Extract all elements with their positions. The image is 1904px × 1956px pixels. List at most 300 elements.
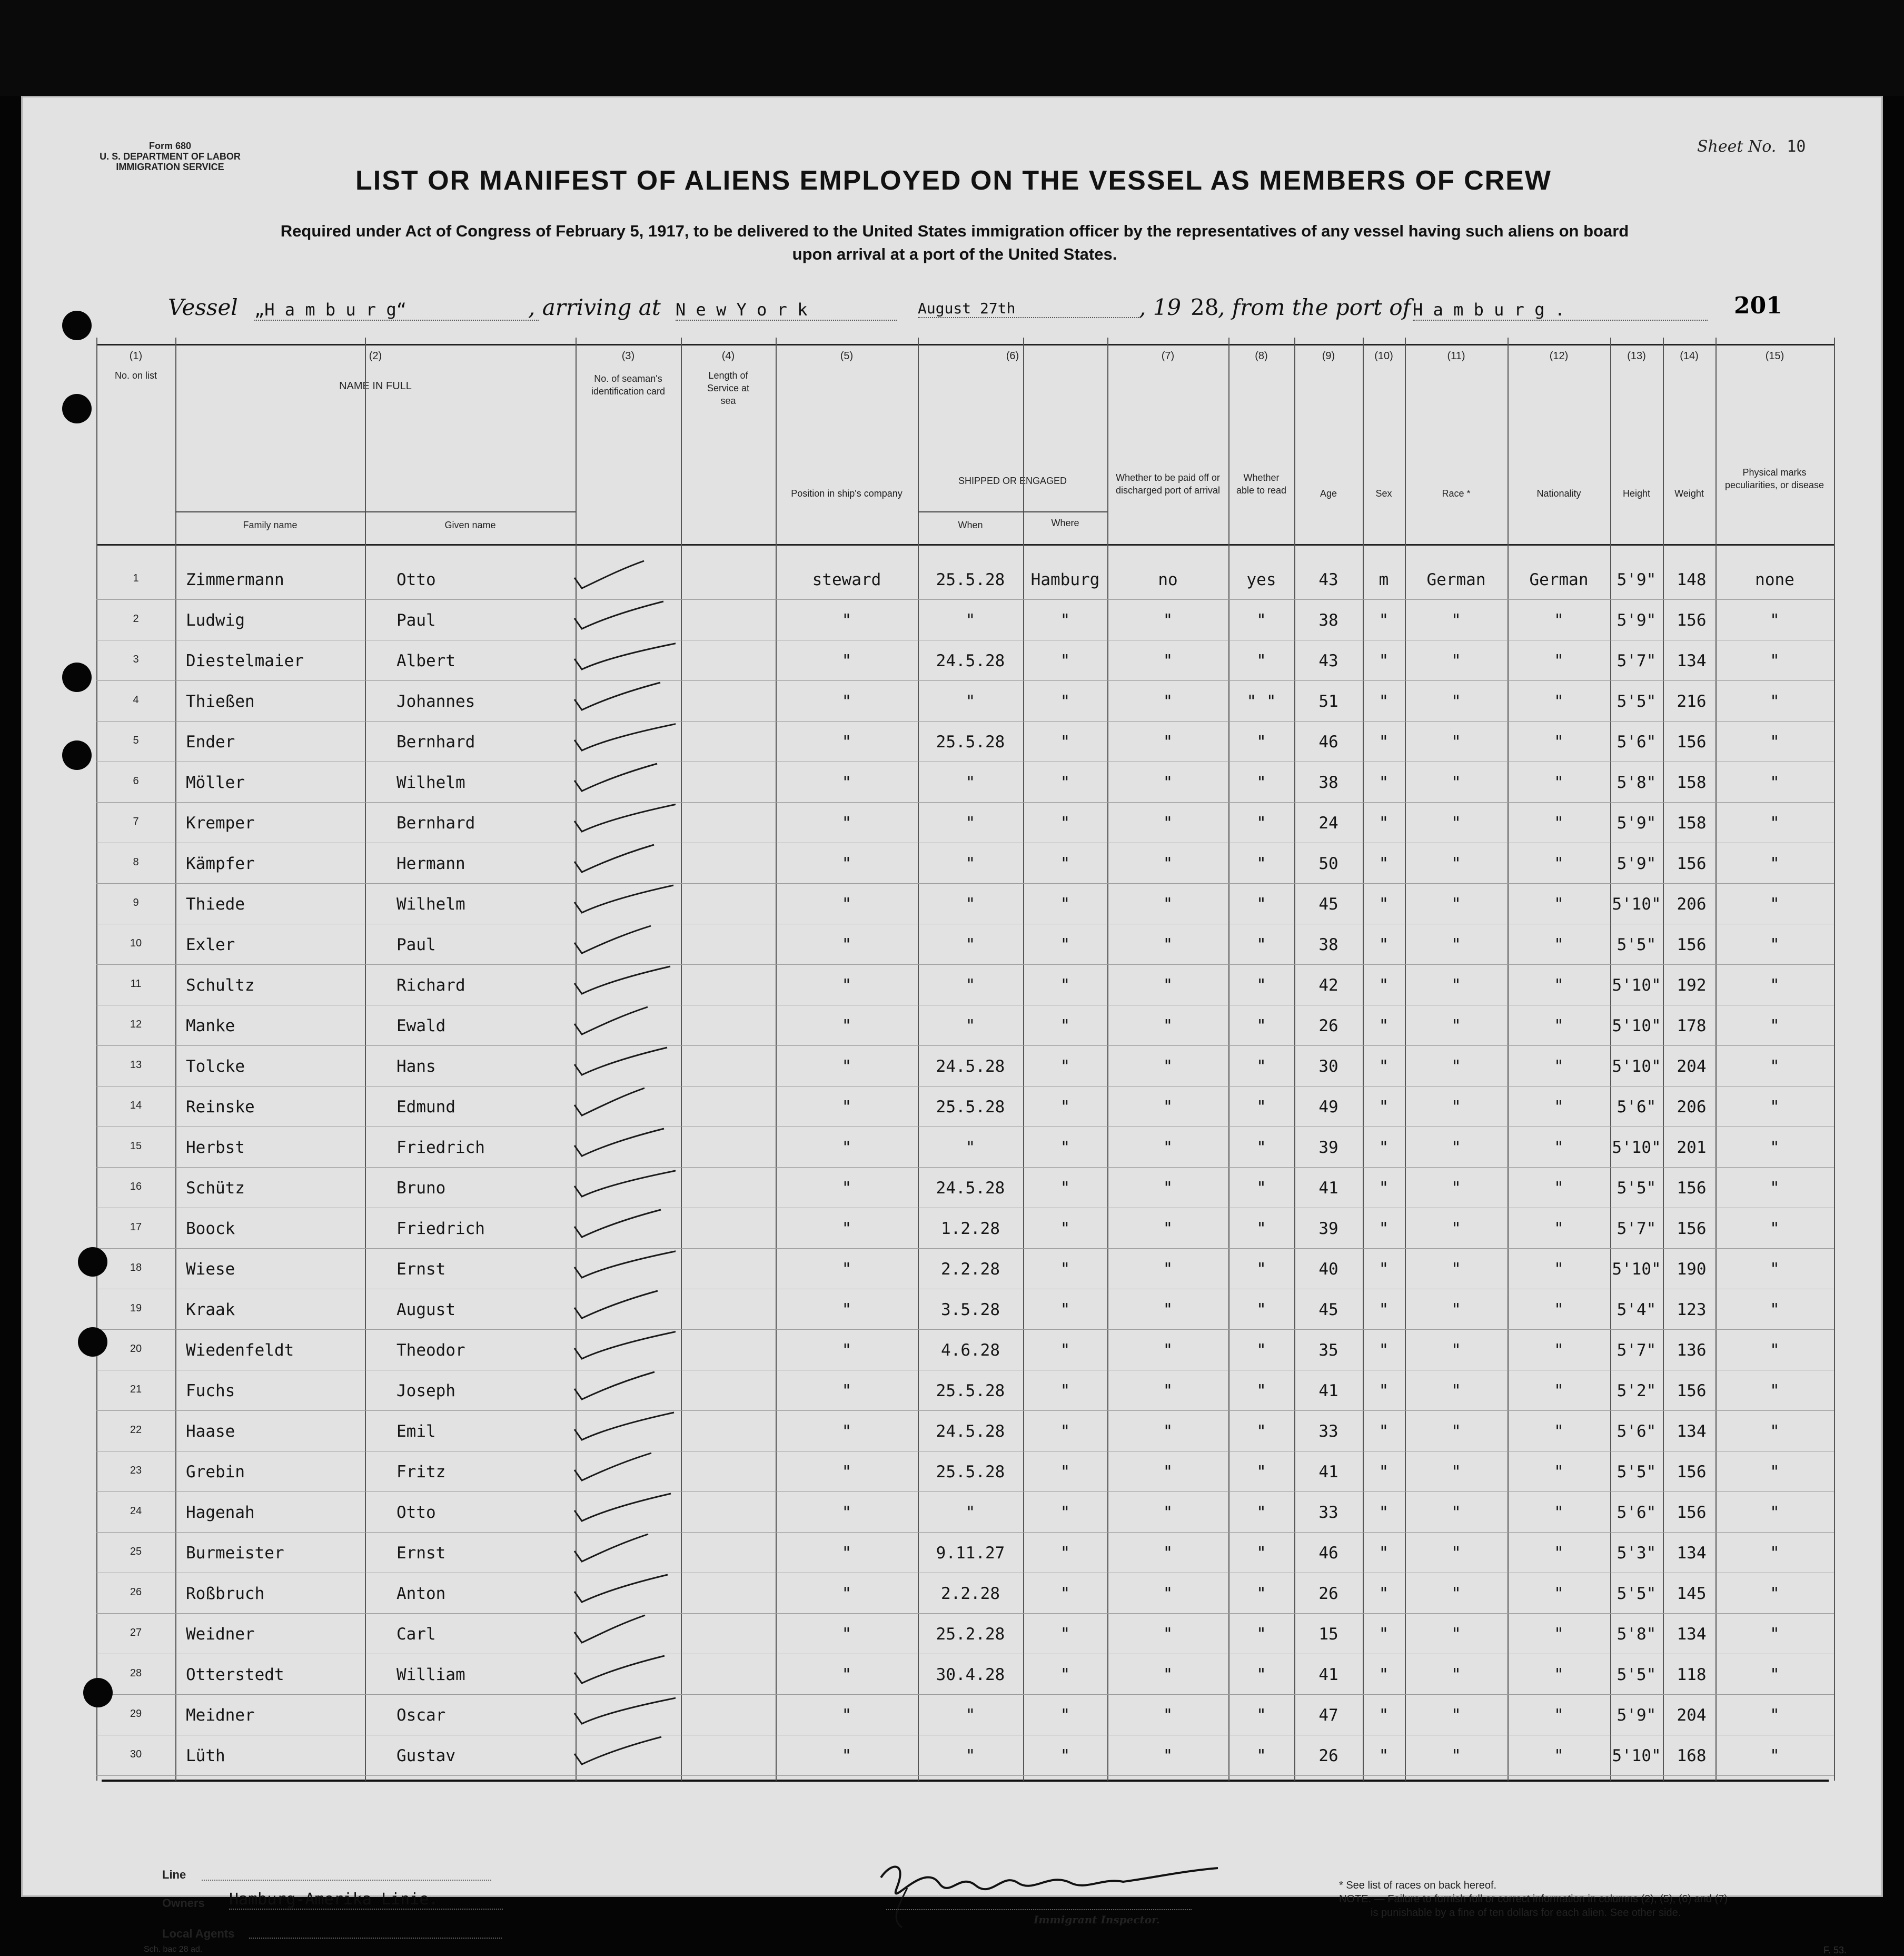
cell-paid: " [1163,1665,1173,1684]
cell-marks: " [1770,1503,1780,1522]
subheader-rule [918,511,1107,512]
cell-race: " [1451,1746,1461,1765]
cell-given: Richard [396,976,465,995]
row-number: 22 [130,1424,142,1436]
cell-nationality: " [1554,1138,1564,1157]
cell-race: " [1451,1584,1461,1603]
cell-where: " [1060,1665,1070,1684]
col-14-header: Weight [1674,488,1704,499]
cell-family: Kremper [186,814,255,833]
cell-family: Burmeister [186,1544,284,1563]
cell-sex: " [1379,1625,1389,1644]
cell-sex: " [1379,814,1389,833]
cell-sex: " [1379,692,1389,711]
cell-family: Diestelmaier [186,651,304,670]
cell-sex: " [1379,1422,1389,1441]
cell-height: 5'5" [1617,1179,1657,1198]
check-mark-icon [570,842,676,878]
cell-family: Exler [186,935,235,954]
cell-marks: " [1770,1016,1780,1035]
check-mark-icon [570,760,676,797]
cell-nationality: " [1554,1016,1564,1035]
manifest-title: LIST OR MANIFEST OF ALIENS EMPLOYED ON THE VESSEL AS MEMBERS OF CREW [355,165,1552,196]
check-mark-icon [570,1450,676,1487]
cell-read: " [1256,1138,1266,1157]
cell-race: German [1426,570,1486,589]
cell-given: Bruno [396,1179,446,1198]
cell-nationality: " [1554,1341,1564,1360]
vessel-name: „H a m b u r g“ [254,300,539,321]
row-rule [96,1329,1834,1330]
row-number: 16 [130,1181,142,1192]
cell-family: Otterstedt [186,1665,284,1684]
cell-paid: " [1163,935,1173,954]
cell-position: " [841,854,852,873]
cell-age: 43 [1318,570,1338,589]
col-2-number: (2) [369,350,382,362]
cell-height: 5'9" [1617,611,1657,630]
col-9-number: (9) [1322,350,1335,362]
check-mark-icon [570,1288,676,1325]
cell-age: 42 [1318,976,1338,995]
cell-nationality: " [1554,854,1564,873]
cell-read: " [1256,1098,1266,1117]
row-number: 11 [130,978,142,990]
cell-when: " [965,773,976,792]
subtitle-line-1: Required under Act of Congress of February 5, 1917, to be delivered to the United States immigration officer by the representatives of any vessel having such aliens on board [280,222,1629,240]
cell-given: Paul [396,611,436,630]
cell-where: " [1060,1706,1070,1725]
check-mark-icon [570,679,676,716]
cell-sex: " [1379,976,1389,995]
cell-paid: " [1163,1057,1173,1076]
cell-position: " [841,1179,852,1198]
column-rule [1023,338,1024,1781]
cell-weight: 156 [1677,733,1707,752]
cell-race: " [1451,773,1461,792]
cell-when: 25.5.28 [936,1463,1005,1481]
cell-family: Grebin [186,1463,245,1481]
cell-nationality: " [1554,1706,1564,1725]
cell-when: 25.2.28 [936,1625,1005,1644]
cell-marks: " [1770,976,1780,995]
row-number: 1 [133,572,139,584]
cell-paid: " [1163,733,1173,752]
cell-when: " [965,1016,976,1035]
cell-race: " [1451,935,1461,954]
col-12-header: Nationality [1536,488,1581,499]
cell-paid: " [1163,1179,1173,1198]
cell-given: Otto [396,1503,436,1522]
cell-position: " [841,1098,852,1117]
check-mark-icon [570,1044,676,1081]
cell-family: Ludwig [186,611,245,630]
cell-when: " [965,1706,976,1725]
cell-paid: " [1163,895,1173,914]
cell-paid: " [1163,1219,1173,1238]
cell-sex: m [1379,570,1389,589]
cell-marks: " [1770,1057,1780,1076]
binder-hole [83,1678,113,1707]
col-5-number: (5) [840,350,854,362]
cell-position: " [841,1503,852,1522]
cell-weight: 216 [1677,692,1707,711]
cell-family: Schütz [186,1179,245,1198]
cell-where: " [1060,814,1070,833]
cell-read: " [1256,1665,1266,1684]
year-label: , 19 [1139,294,1182,320]
cell-paid: " [1163,1138,1173,1157]
cell-read: " [1256,1219,1266,1238]
cell-height: 5'2" [1617,1381,1657,1400]
cell-family: Lüth [186,1746,225,1765]
cell-paid: " [1163,1625,1173,1644]
cell-weight: 134 [1677,1625,1707,1644]
check-mark-icon [570,963,676,1000]
row-number: 26 [130,1586,142,1598]
cell-position: steward [812,570,881,589]
check-mark-icon [570,1693,676,1730]
cell-race: " [1451,1341,1461,1360]
scan-border [0,0,1904,96]
cell-height: 5'10" [1612,1260,1661,1279]
cell-sex: " [1379,1016,1389,1035]
cell-race: " [1451,733,1461,752]
cell-age: 46 [1318,1544,1338,1563]
cell-sex: " [1379,1219,1389,1238]
cell-family: Kämpfer [186,854,255,873]
cell-marks: " [1770,814,1780,833]
form-number: Form 680 [148,141,192,151]
column-rule [365,338,366,1781]
cell-where: " [1060,1422,1070,1441]
cell-position: " [841,692,852,711]
cell-given: Joseph [396,1381,455,1400]
cell-position: " [841,935,852,954]
row-rule [96,721,1834,722]
cell-marks: none [1755,570,1794,589]
cell-height: 5'8" [1617,1625,1657,1644]
cell-when: 2.2.28 [941,1260,1000,1279]
cell-read: " [1256,1463,1266,1481]
cell-given: Ernst [396,1544,446,1563]
cell-position: " [841,1341,852,1360]
cell-paid: " [1163,1300,1173,1319]
cell-paid: " [1163,976,1173,995]
cell-position: " [841,1219,852,1238]
cell-where: " [1060,1341,1070,1360]
row-number: 15 [130,1140,142,1152]
cell-where: " [1060,935,1070,954]
cell-family: Tolcke [186,1057,245,1076]
cell-age: 24 [1318,814,1338,833]
cell-position: " [841,1057,852,1076]
row-rule [96,883,1834,884]
cell-where: " [1060,1584,1070,1603]
table-bottom-rule [102,1780,1829,1782]
col-2-given-header: Given name [444,520,496,530]
cell-marks: " [1770,611,1780,630]
row-number: 23 [130,1465,142,1476]
cell-nationality: " [1554,1381,1564,1400]
cell-when: 30.4.28 [936,1665,1005,1684]
cell-weight: 204 [1677,1706,1707,1725]
cell-sex: " [1379,895,1389,914]
cell-race: " [1451,1544,1461,1563]
cell-weight: 156 [1677,1463,1707,1481]
cell-when: 3.5.28 [941,1300,1000,1319]
cell-nationality: " [1554,1300,1564,1319]
cell-nationality: " [1554,1179,1564,1198]
cell-position: " [841,1665,852,1684]
cell-given: Johannes [396,692,475,711]
cell-weight: 192 [1677,976,1707,995]
cell-position: " [841,814,852,833]
cell-race: " [1451,692,1461,711]
col-6-where-header: Where [1051,518,1079,528]
column-rule [175,338,176,1781]
inspector-line [886,1909,1192,1910]
line-label: Line [162,1868,186,1881]
cell-marks: " [1770,1219,1780,1238]
check-mark-icon [570,1369,676,1406]
from-port-label: , from the port of [1218,294,1411,320]
cell-race: " [1451,651,1461,670]
check-mark-icon [570,558,676,595]
cell-paid: " [1163,1746,1173,1765]
cell-where: Hamburg [1030,570,1100,589]
cell-age: 41 [1318,1381,1338,1400]
cell-sex: " [1379,733,1389,752]
cell-paid: " [1163,1260,1173,1279]
cell-weight: 134 [1677,651,1707,670]
cell-sex: " [1379,1746,1389,1765]
cell-marks: " [1770,1746,1780,1765]
check-mark-icon [570,1085,676,1122]
binder-hole [62,740,92,770]
col-3-number: (3) [621,350,635,362]
row-number: 9 [133,897,139,908]
col-8-number: (8) [1255,350,1268,362]
races-note: * See list of races on back hereof. [1339,1880,1497,1891]
row-number: 6 [133,775,139,787]
cell-sex: " [1379,1463,1389,1481]
cell-height: 5'3" [1617,1544,1657,1563]
cell-paid: " [1163,611,1173,630]
cell-age: 40 [1318,1260,1338,1279]
cell-height: 5'6" [1617,1503,1657,1522]
cell-weight: 190 [1677,1260,1707,1279]
cell-sex: " [1379,1584,1389,1603]
cell-sex: " [1379,1341,1389,1360]
cell-height: 5'8" [1617,773,1657,792]
cell-where: " [1060,651,1070,670]
cell-nationality: " [1554,773,1564,792]
col-14-number: (14) [1680,350,1699,362]
cell-height: 5'5" [1617,1463,1657,1481]
cell-read: " [1256,1260,1266,1279]
cell-race: " [1451,1625,1461,1644]
cell-position: " [841,1016,852,1035]
cell-family: Thiede [186,895,245,914]
cell-marks: " [1770,733,1780,752]
cell-marks: " [1770,854,1780,873]
column-rule [1834,338,1835,1781]
cell-marks: " [1770,1706,1780,1725]
cell-height: 5'7" [1617,651,1657,670]
cell-weight: 204 [1677,1057,1707,1076]
local-agents-label: Local Agents [162,1927,235,1940]
col-5-header: Position in ship's company [791,488,903,499]
col-2-header: NAME IN FULL [339,380,412,392]
cell-nationality: " [1554,1057,1564,1076]
column-rule [1228,338,1229,1781]
cell-read: " [1256,814,1266,833]
row-number: 4 [133,694,139,706]
row-rule [96,1775,1834,1776]
cell-family: Hagenah [186,1503,255,1522]
cell-where: " [1060,1138,1070,1157]
cell-weight: 178 [1677,1016,1707,1035]
cell-height: 5'10" [1612,1016,1661,1035]
check-mark-icon [570,1166,676,1203]
cell-read: " [1256,1746,1266,1765]
cell-position: " [841,651,852,670]
cell-paid: " [1163,692,1173,711]
cell-weight: 168 [1677,1746,1707,1765]
row-rule [96,964,1834,965]
col-1-number: (1) [129,350,143,362]
cell-paid: " [1163,1016,1173,1035]
cell-paid: " [1163,1098,1173,1117]
col-3-header: No. of seaman's identification card [591,373,666,397]
cell-nationality: " [1554,1422,1564,1441]
manifest-sheet [21,96,1883,1955]
cell-race: " [1451,611,1461,630]
sheet-number-label: Sheet No. [1697,137,1777,156]
cell-paid: " [1163,1706,1173,1725]
row-number: 14 [130,1100,142,1111]
cell-read: " [1256,895,1266,914]
cell-family: Ender [186,733,235,752]
cell-given: William [396,1665,465,1684]
cell-family: Herbst [186,1138,245,1157]
cell-family: Manke [186,1016,235,1035]
cell-marks: " [1770,1260,1780,1279]
cell-when: 24.5.28 [936,1057,1005,1076]
check-mark-icon [570,923,676,960]
cell-height: 5'9" [1617,854,1657,873]
cell-read: " [1256,1422,1266,1441]
cell-nationality: " [1554,1463,1564,1481]
cell-family: Meidner [186,1706,255,1725]
cell-when: 25.5.28 [936,733,1005,752]
check-mark-icon [570,1004,676,1041]
cell-read: " [1256,773,1266,792]
col-7-number: (7) [1161,350,1175,362]
check-mark-icon [570,1328,676,1365]
cell-height: 5'7" [1617,1219,1657,1238]
row-rule [96,1694,1834,1695]
cell-read: " [1256,1503,1266,1522]
cell-read: " [1256,854,1266,873]
cell-sex: " [1379,1300,1389,1319]
header-bottom-rule [96,544,1834,546]
cell-read: " [1256,935,1266,954]
manifest-subtitle [128,220,1781,266]
cell-age: 41 [1318,1463,1338,1481]
cell-nationality: " [1554,1098,1564,1117]
cell-age: 33 [1318,1422,1338,1441]
cell-age: 49 [1318,1098,1338,1117]
cell-weight: 158 [1677,814,1707,833]
cell-where: " [1060,854,1070,873]
cell-nationality: German [1529,570,1589,589]
cell-age: 26 [1318,1016,1338,1035]
cell-sex: " [1379,1706,1389,1725]
cell-age: 41 [1318,1665,1338,1684]
col-4-header: Length of Service at sea [707,370,750,406]
cell-when: " [965,611,976,630]
cell-read: " [1256,651,1266,670]
cell-family: Thießen [186,692,255,711]
binder-hole [78,1327,107,1357]
cell-marks: " [1770,895,1780,914]
cell-family: Wiedenfeldt [186,1341,294,1360]
cell-race: " [1451,1179,1461,1198]
cell-when: 2.2.28 [941,1584,1000,1603]
check-mark-icon [570,639,676,676]
cell-height: 5'5" [1617,1665,1657,1684]
cell-paid: " [1163,1381,1173,1400]
cell-height: 5'4" [1617,1300,1657,1319]
cell-position: " [841,611,852,630]
cell-weight: 156 [1677,1179,1707,1198]
cell-where: " [1060,1179,1070,1198]
column-rule [681,338,682,1781]
cell-race: " [1451,1503,1461,1522]
check-mark-icon [570,1247,676,1284]
cell-position: " [841,1381,852,1400]
cell-family: Fuchs [186,1381,235,1400]
row-number: 21 [130,1384,142,1395]
column-rule [1107,338,1108,1781]
col-13-number: (13) [1627,350,1646,362]
col-8-header: Whether able to read [1236,472,1287,496]
row-number: 30 [130,1748,142,1760]
cell-age: 47 [1318,1706,1338,1725]
cell-position: " [841,1260,852,1279]
cell-age: 33 [1318,1503,1338,1522]
cell-race: " [1451,1219,1461,1238]
row-number: 3 [133,654,139,665]
cell-read: " [1256,976,1266,995]
cell-read: " [1256,1016,1266,1035]
cell-height: 5'10" [1612,1138,1661,1157]
cell-when: 4.6.28 [941,1341,1000,1360]
row-number: 5 [133,735,139,746]
cell-position: " [841,1300,852,1319]
cell-read: " [1256,1706,1266,1725]
cell-height: 5'6" [1617,1422,1657,1441]
col-13-header: Height [1622,488,1651,499]
cell-given: Wilhelm [396,895,465,914]
cell-age: 30 [1318,1057,1338,1076]
check-mark-icon [570,1125,676,1162]
cell-nationality: " [1554,895,1564,914]
cell-age: 15 [1318,1625,1338,1644]
cell-family: Zimmermann [186,570,284,589]
